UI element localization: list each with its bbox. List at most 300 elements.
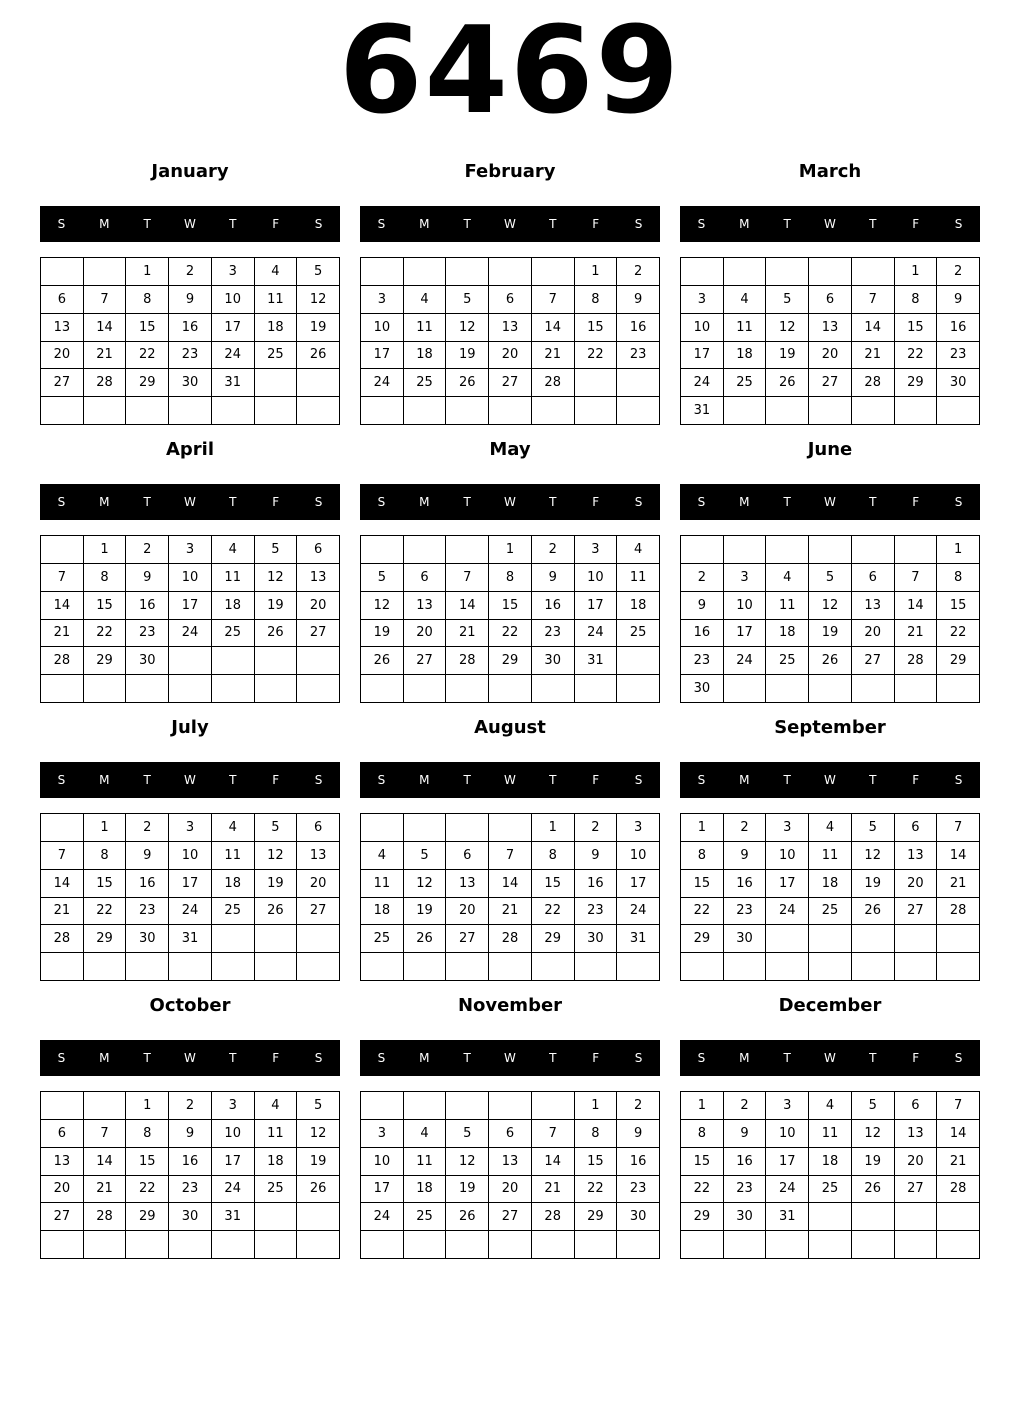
empty-cell xyxy=(84,258,127,286)
empty-cell xyxy=(575,1231,618,1259)
weekday-label: S xyxy=(634,773,643,787)
day-cell: 30 xyxy=(169,1203,212,1231)
month-name: December xyxy=(778,995,882,1016)
day-cell: 2 xyxy=(169,258,212,286)
day-cell: 15 xyxy=(681,870,724,898)
day-cell: 10 xyxy=(212,286,255,314)
day-cell: 20 xyxy=(809,342,852,370)
day-cell: 16 xyxy=(724,870,767,898)
day-cell: 26 xyxy=(255,898,298,926)
day-cell: 28 xyxy=(41,647,84,675)
day-grid xyxy=(40,535,340,703)
day-cell: 28 xyxy=(895,647,938,675)
day-cell: 28 xyxy=(532,369,575,397)
day-cell: 2 xyxy=(681,564,724,592)
day-cell: 7 xyxy=(532,1120,575,1148)
day-cell: 27 xyxy=(297,898,340,926)
day-cell: 18 xyxy=(766,620,809,648)
weekday-label: W xyxy=(824,495,836,509)
weekday-label: W xyxy=(184,495,196,509)
day-cell: 2 xyxy=(126,814,169,842)
empty-cell xyxy=(895,397,938,425)
empty-cell xyxy=(212,647,255,675)
day-cell: 8 xyxy=(126,1120,169,1148)
day-cell: 12 xyxy=(446,314,489,342)
day-cell: 8 xyxy=(575,1120,618,1148)
empty-cell xyxy=(766,258,809,286)
weekday-label: W xyxy=(824,773,836,787)
weekday-label: S xyxy=(377,495,386,509)
empty-cell xyxy=(724,397,767,425)
empty-cell xyxy=(255,675,298,703)
day-cell: 1 xyxy=(575,1092,618,1120)
empty-cell xyxy=(126,953,169,981)
empty-cell xyxy=(297,647,340,675)
day-cell: 3 xyxy=(212,258,255,286)
empty-cell xyxy=(575,397,618,425)
day-cell: 15 xyxy=(895,314,938,342)
day-cell: 17 xyxy=(766,1148,809,1176)
weekday-header xyxy=(360,484,660,520)
day-cell: 16 xyxy=(532,592,575,620)
empty-cell xyxy=(361,675,404,703)
day-cell: 5 xyxy=(404,842,447,870)
empty-cell xyxy=(937,953,980,981)
day-cell: 18 xyxy=(361,898,404,926)
day-cell: 21 xyxy=(532,342,575,370)
empty-cell xyxy=(361,258,404,286)
day-cell: 15 xyxy=(126,314,169,342)
day-cell: 9 xyxy=(126,564,169,592)
day-cell: 14 xyxy=(489,870,532,898)
day-cell: 2 xyxy=(169,1092,212,1120)
month-name: July xyxy=(171,717,209,738)
day-cell: 19 xyxy=(809,620,852,648)
day-cell: 13 xyxy=(404,592,447,620)
empty-cell xyxy=(724,536,767,564)
weekday-label: T xyxy=(783,217,791,231)
day-cell: 20 xyxy=(297,592,340,620)
day-cell: 12 xyxy=(852,1120,895,1148)
day-cell: 17 xyxy=(724,620,767,648)
day-cell: 5 xyxy=(297,258,340,286)
weekday-label: T xyxy=(143,1051,151,1065)
weekday-label: M xyxy=(739,495,750,509)
empty-cell xyxy=(212,953,255,981)
weekday-label: F xyxy=(592,495,600,509)
day-cell: 30 xyxy=(575,925,618,953)
empty-cell xyxy=(489,1231,532,1259)
day-cell: 4 xyxy=(809,814,852,842)
empty-cell xyxy=(766,397,809,425)
day-cell: 14 xyxy=(532,1148,575,1176)
empty-cell xyxy=(446,1231,489,1259)
day-cell: 9 xyxy=(169,1120,212,1148)
day-cell: 13 xyxy=(895,842,938,870)
empty-cell xyxy=(895,536,938,564)
weekday-label: T xyxy=(869,1051,877,1065)
empty-cell xyxy=(404,258,447,286)
day-cell: 11 xyxy=(766,592,809,620)
day-cell: 6 xyxy=(895,1092,938,1120)
day-cell: 11 xyxy=(617,564,660,592)
day-cell: 30 xyxy=(724,925,767,953)
empty-cell xyxy=(41,258,84,286)
weekday-label: T xyxy=(229,1051,237,1065)
day-cell: 14 xyxy=(937,1120,980,1148)
day-cell: 13 xyxy=(852,592,895,620)
day-cell: 24 xyxy=(361,1203,404,1231)
day-cell: 9 xyxy=(724,842,767,870)
day-cell: 31 xyxy=(212,1203,255,1231)
day-cell: 16 xyxy=(681,620,724,648)
day-cell: 17 xyxy=(169,592,212,620)
empty-cell xyxy=(212,675,255,703)
empty-cell xyxy=(766,536,809,564)
day-cell: 10 xyxy=(617,842,660,870)
day-cell: 24 xyxy=(724,647,767,675)
day-cell: 17 xyxy=(361,342,404,370)
day-cell: 30 xyxy=(126,925,169,953)
day-cell: 28 xyxy=(937,898,980,926)
day-cell: 24 xyxy=(766,898,809,926)
empty-cell xyxy=(169,647,212,675)
day-cell: 7 xyxy=(41,842,84,870)
day-cell: 12 xyxy=(361,592,404,620)
empty-cell xyxy=(126,1231,169,1259)
empty-cell xyxy=(361,814,404,842)
day-cell: 28 xyxy=(532,1203,575,1231)
day-cell: 4 xyxy=(255,258,298,286)
empty-cell xyxy=(809,1231,852,1259)
day-cell: 5 xyxy=(446,1120,489,1148)
day-cell: 2 xyxy=(617,1092,660,1120)
day-cell: 21 xyxy=(937,870,980,898)
weekday-label: S xyxy=(954,773,963,787)
empty-cell xyxy=(852,397,895,425)
day-cell: 7 xyxy=(852,286,895,314)
weekday-label: T xyxy=(463,773,471,787)
day-cell: 12 xyxy=(809,592,852,620)
day-cell: 12 xyxy=(766,314,809,342)
weekday-header xyxy=(40,484,340,520)
weekday-label: S xyxy=(377,1051,386,1065)
empty-cell xyxy=(41,1092,84,1120)
day-cell: 15 xyxy=(84,592,127,620)
month-name: January xyxy=(151,161,229,182)
day-cell: 20 xyxy=(489,342,532,370)
day-cell: 16 xyxy=(126,870,169,898)
day-cell: 16 xyxy=(617,314,660,342)
day-cell: 11 xyxy=(724,314,767,342)
weekday-label: S xyxy=(697,495,706,509)
weekday-header xyxy=(40,762,340,798)
day-cell: 21 xyxy=(84,1176,127,1204)
day-cell: 25 xyxy=(766,647,809,675)
weekday-label: S xyxy=(634,495,643,509)
day-cell: 7 xyxy=(446,564,489,592)
empty-cell xyxy=(617,647,660,675)
empty-cell xyxy=(297,1231,340,1259)
weekday-label: S xyxy=(314,495,323,509)
empty-cell xyxy=(937,397,980,425)
weekday-label: M xyxy=(419,773,430,787)
empty-cell xyxy=(681,258,724,286)
day-cell: 23 xyxy=(724,898,767,926)
day-cell: 29 xyxy=(681,1203,724,1231)
day-cell: 7 xyxy=(895,564,938,592)
empty-cell xyxy=(489,397,532,425)
day-cell: 17 xyxy=(212,314,255,342)
day-cell: 29 xyxy=(575,1203,618,1231)
weekday-label: M xyxy=(739,773,750,787)
day-cell: 28 xyxy=(852,369,895,397)
day-cell: 10 xyxy=(766,842,809,870)
day-cell: 25 xyxy=(809,1176,852,1204)
day-cell: 27 xyxy=(895,1176,938,1204)
day-grid xyxy=(40,1091,340,1259)
day-cell: 5 xyxy=(766,286,809,314)
empty-cell xyxy=(809,925,852,953)
day-cell: 19 xyxy=(255,870,298,898)
day-cell: 14 xyxy=(852,314,895,342)
empty-cell xyxy=(895,1231,938,1259)
empty-cell xyxy=(404,814,447,842)
day-cell: 21 xyxy=(41,620,84,648)
day-cell: 31 xyxy=(617,925,660,953)
day-grid xyxy=(40,813,340,981)
empty-cell xyxy=(361,1231,404,1259)
empty-cell xyxy=(766,675,809,703)
day-cell: 11 xyxy=(809,1120,852,1148)
day-cell: 22 xyxy=(84,898,127,926)
empty-cell xyxy=(809,1203,852,1231)
weekday-label: F xyxy=(912,773,920,787)
empty-cell xyxy=(937,675,980,703)
day-cell: 28 xyxy=(84,1203,127,1231)
empty-cell xyxy=(489,1092,532,1120)
day-cell: 13 xyxy=(297,842,340,870)
day-cell: 21 xyxy=(852,342,895,370)
day-cell: 15 xyxy=(489,592,532,620)
empty-cell xyxy=(809,953,852,981)
weekday-label: S xyxy=(634,1051,643,1065)
empty-cell xyxy=(212,397,255,425)
weekday-label: S xyxy=(57,1051,66,1065)
day-cell: 12 xyxy=(255,564,298,592)
empty-cell xyxy=(617,369,660,397)
empty-cell xyxy=(852,675,895,703)
weekday-label: S xyxy=(377,773,386,787)
empty-cell xyxy=(766,953,809,981)
day-cell: 21 xyxy=(532,1176,575,1204)
day-cell: 6 xyxy=(41,286,84,314)
empty-cell xyxy=(255,369,298,397)
day-cell: 13 xyxy=(489,1148,532,1176)
empty-cell xyxy=(404,536,447,564)
day-cell: 27 xyxy=(809,369,852,397)
empty-cell xyxy=(937,925,980,953)
day-cell: 27 xyxy=(41,1203,84,1231)
empty-cell xyxy=(852,953,895,981)
month-name: October xyxy=(149,995,231,1016)
day-cell: 12 xyxy=(446,1148,489,1176)
day-cell: 9 xyxy=(169,286,212,314)
day-cell: 3 xyxy=(681,286,724,314)
day-cell: 30 xyxy=(724,1203,767,1231)
day-cell: 20 xyxy=(41,342,84,370)
day-cell: 18 xyxy=(617,592,660,620)
day-cell: 23 xyxy=(724,1176,767,1204)
empty-cell xyxy=(169,953,212,981)
day-cell: 10 xyxy=(681,314,724,342)
day-cell: 10 xyxy=(724,592,767,620)
day-cell: 6 xyxy=(446,842,489,870)
day-cell: 18 xyxy=(724,342,767,370)
empty-cell xyxy=(446,814,489,842)
empty-cell xyxy=(169,675,212,703)
weekday-label: T xyxy=(143,217,151,231)
day-cell: 24 xyxy=(766,1176,809,1204)
day-cell: 3 xyxy=(617,814,660,842)
empty-cell xyxy=(681,953,724,981)
weekday-label: T xyxy=(143,495,151,509)
weekday-label: T xyxy=(783,495,791,509)
day-cell: 11 xyxy=(212,842,255,870)
weekday-label: W xyxy=(184,773,196,787)
weekday-label: M xyxy=(99,495,110,509)
day-cell: 3 xyxy=(766,1092,809,1120)
day-cell: 26 xyxy=(852,898,895,926)
empty-cell xyxy=(895,675,938,703)
day-cell: 24 xyxy=(617,898,660,926)
weekday-label: F xyxy=(912,1051,920,1065)
day-cell: 20 xyxy=(895,870,938,898)
day-cell: 19 xyxy=(852,1148,895,1176)
day-cell: 9 xyxy=(532,564,575,592)
day-cell: 13 xyxy=(895,1120,938,1148)
day-cell: 21 xyxy=(895,620,938,648)
empty-cell xyxy=(446,258,489,286)
empty-cell xyxy=(852,536,895,564)
day-cell: 26 xyxy=(446,369,489,397)
day-cell: 3 xyxy=(361,1120,404,1148)
day-cell: 23 xyxy=(937,342,980,370)
day-cell: 17 xyxy=(169,870,212,898)
weekday-label: S xyxy=(377,217,386,231)
weekday-label: T xyxy=(783,773,791,787)
day-grid xyxy=(360,1091,660,1259)
empty-cell xyxy=(84,397,127,425)
day-cell: 23 xyxy=(617,342,660,370)
empty-cell xyxy=(724,258,767,286)
day-cell: 29 xyxy=(126,1203,169,1231)
weekday-label: M xyxy=(739,1051,750,1065)
day-cell: 29 xyxy=(681,925,724,953)
weekday-label: S xyxy=(314,773,323,787)
day-cell: 4 xyxy=(724,286,767,314)
weekday-label: W xyxy=(504,1051,516,1065)
day-cell: 17 xyxy=(575,592,618,620)
weekday-label: S xyxy=(697,1051,706,1065)
day-cell: 2 xyxy=(575,814,618,842)
day-cell: 11 xyxy=(404,1148,447,1176)
day-cell: 6 xyxy=(895,814,938,842)
day-cell: 5 xyxy=(297,1092,340,1120)
day-cell: 1 xyxy=(84,536,127,564)
empty-cell xyxy=(126,675,169,703)
empty-cell xyxy=(575,369,618,397)
day-cell: 25 xyxy=(212,620,255,648)
day-cell: 12 xyxy=(297,286,340,314)
empty-cell xyxy=(361,536,404,564)
day-cell: 13 xyxy=(489,314,532,342)
day-cell: 2 xyxy=(724,1092,767,1120)
day-cell: 8 xyxy=(489,564,532,592)
day-cell: 29 xyxy=(126,369,169,397)
empty-cell xyxy=(937,1231,980,1259)
day-cell: 22 xyxy=(937,620,980,648)
empty-cell xyxy=(255,925,298,953)
weekday-label: M xyxy=(99,1051,110,1065)
weekday-label: S xyxy=(57,495,66,509)
day-cell: 2 xyxy=(617,258,660,286)
day-cell: 12 xyxy=(404,870,447,898)
day-cell: 17 xyxy=(212,1148,255,1176)
weekday-label: S xyxy=(314,1051,323,1065)
day-cell: 27 xyxy=(297,620,340,648)
day-cell: 13 xyxy=(41,314,84,342)
empty-cell xyxy=(489,814,532,842)
day-cell: 10 xyxy=(169,842,212,870)
day-cell: 19 xyxy=(446,1176,489,1204)
day-cell: 22 xyxy=(489,620,532,648)
empty-cell xyxy=(489,953,532,981)
day-cell: 27 xyxy=(404,647,447,675)
weekday-label: T xyxy=(229,773,237,787)
day-cell: 16 xyxy=(617,1148,660,1176)
day-cell: 26 xyxy=(255,620,298,648)
month-name: March xyxy=(798,161,862,182)
weekday-label: T xyxy=(549,217,557,231)
day-cell: 15 xyxy=(681,1148,724,1176)
empty-cell xyxy=(404,953,447,981)
weekday-header xyxy=(360,206,660,242)
weekday-label: F xyxy=(912,217,920,231)
day-cell: 3 xyxy=(724,564,767,592)
day-cell: 25 xyxy=(255,1176,298,1204)
day-cell: 15 xyxy=(532,870,575,898)
empty-cell xyxy=(41,536,84,564)
day-cell: 1 xyxy=(575,258,618,286)
day-cell: 23 xyxy=(575,898,618,926)
day-cell: 11 xyxy=(809,842,852,870)
weekday-label: M xyxy=(419,495,430,509)
day-cell: 6 xyxy=(404,564,447,592)
day-cell: 1 xyxy=(84,814,127,842)
weekday-label: T xyxy=(549,1051,557,1065)
day-cell: 19 xyxy=(255,592,298,620)
day-cell: 14 xyxy=(446,592,489,620)
empty-cell xyxy=(255,397,298,425)
day-cell: 10 xyxy=(169,564,212,592)
day-cell: 15 xyxy=(575,314,618,342)
day-cell: 26 xyxy=(361,647,404,675)
day-cell: 25 xyxy=(404,369,447,397)
empty-cell xyxy=(84,1231,127,1259)
empty-cell xyxy=(724,1231,767,1259)
day-grid xyxy=(680,535,980,703)
